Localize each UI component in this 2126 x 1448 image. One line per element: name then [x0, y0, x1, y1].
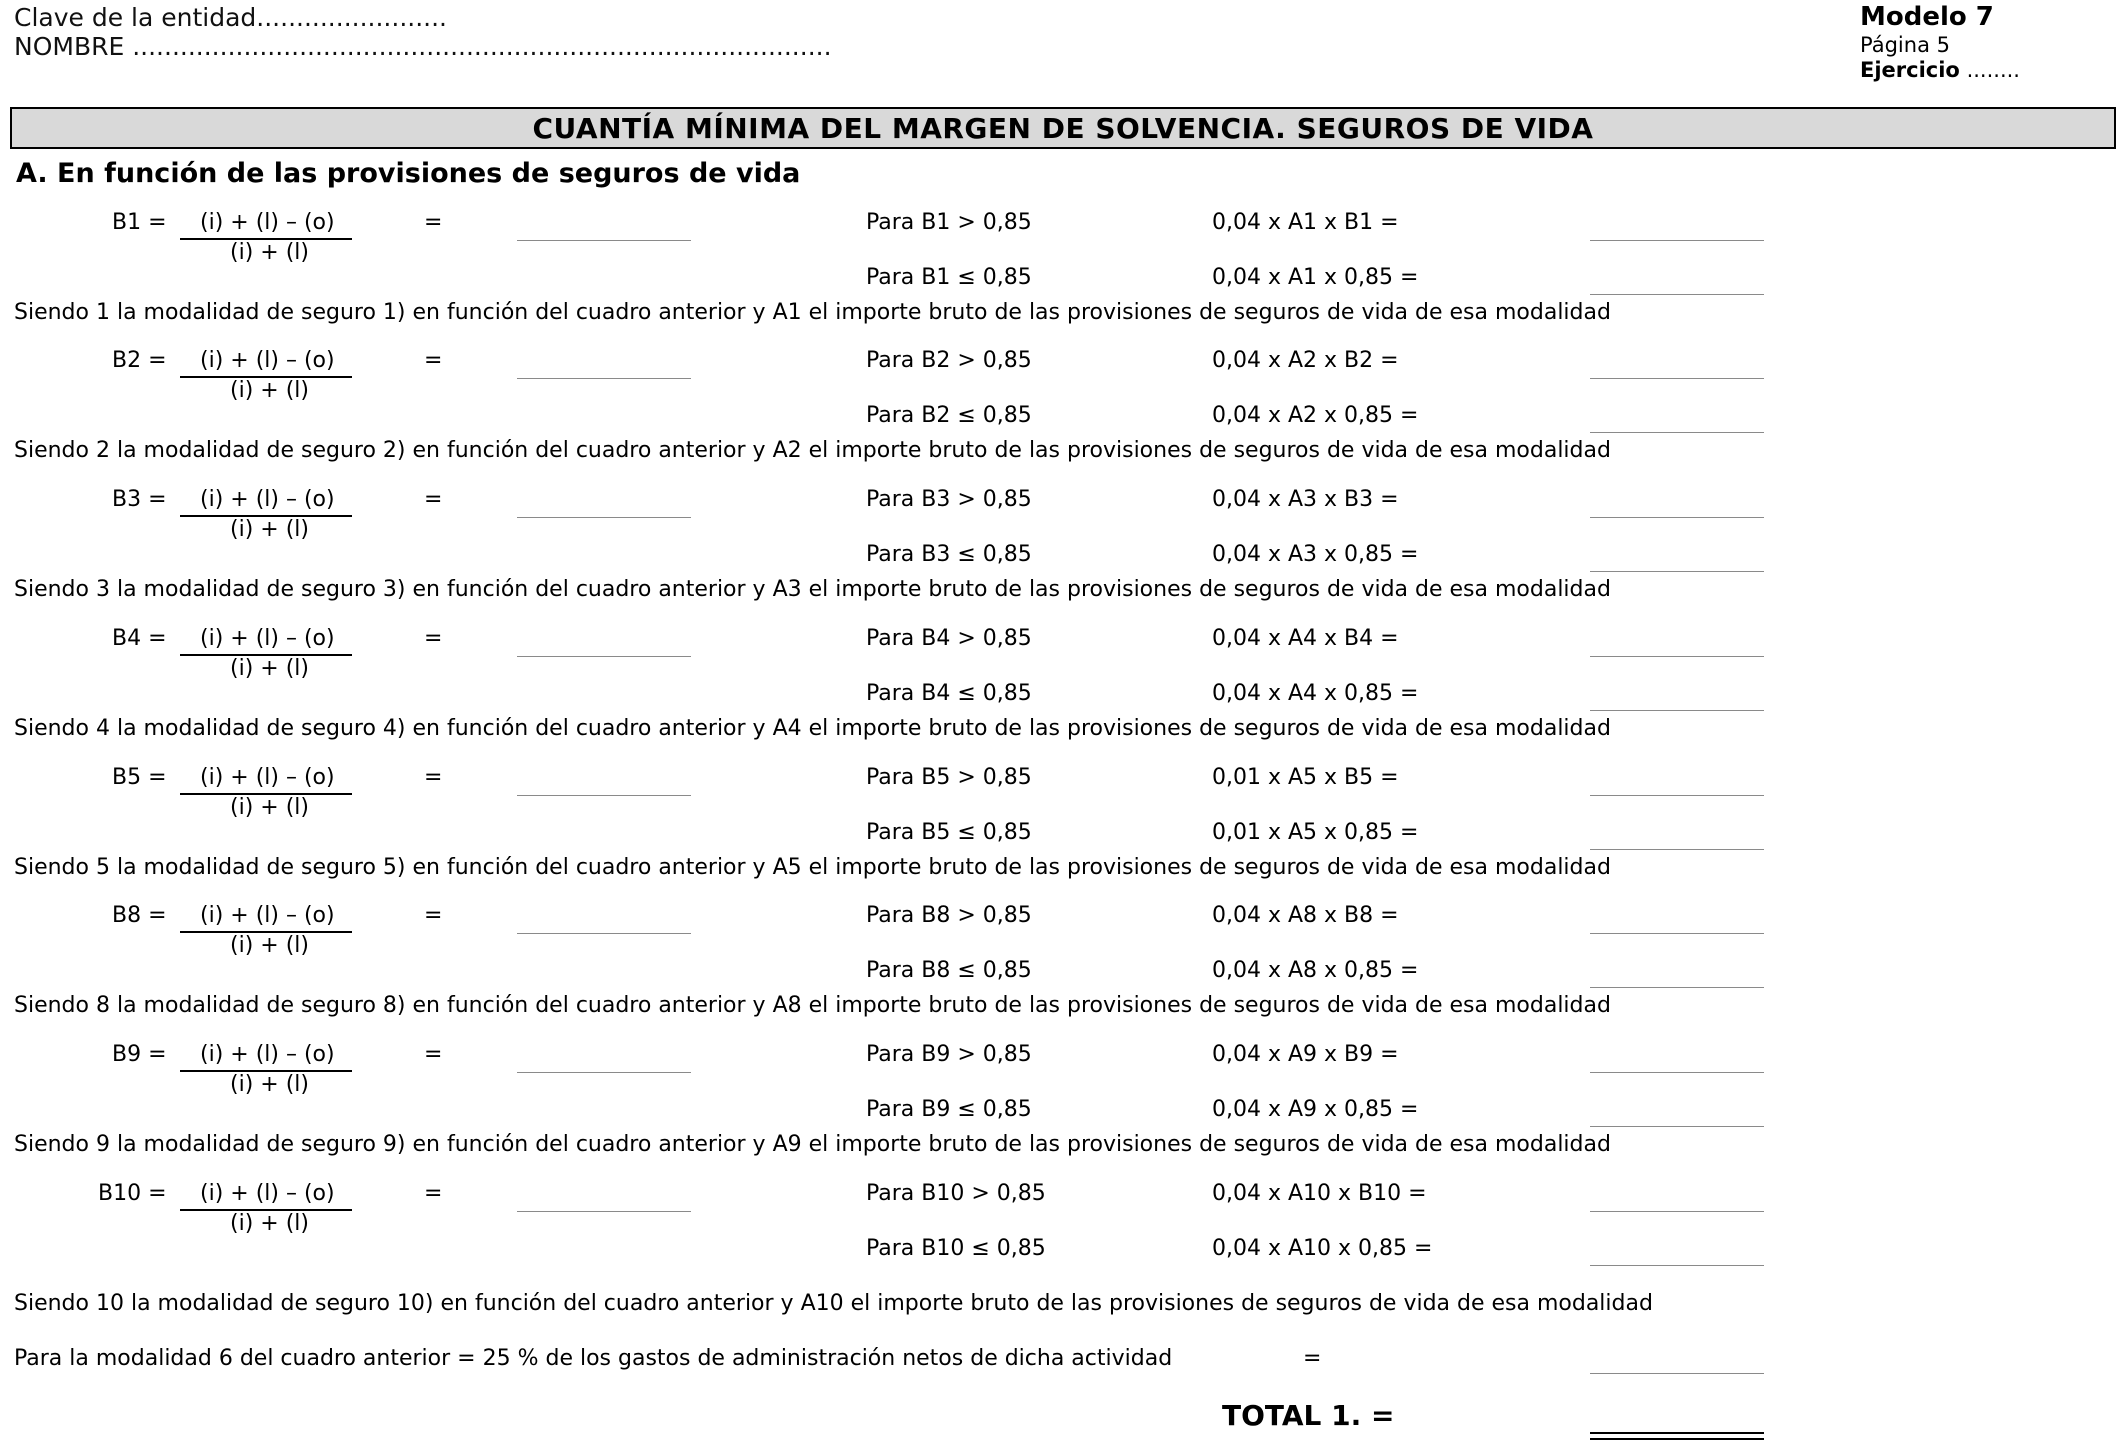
calc-less-equal-input-line[interactable]: [1590, 1265, 1764, 1266]
fiscal-year-field[interactable]: [1860, 60, 2020, 81]
calc-greater: 0,04 x A1 x B1 =: [1212, 210, 1399, 235]
condition-less-equal: Para B8 ≤ 0,85: [866, 958, 1032, 983]
equals-sign: =: [424, 487, 443, 512]
b-label: B8 =: [112, 903, 167, 928]
modality-note: Siendo 5 la modalidad de seguro 5) en función del cuadro anterior y A5 el importe bruto de las provisiones de seguros de vida de esa modalidad: [14, 855, 1611, 880]
equals-sign: =: [424, 765, 443, 790]
fraction-numerator: (i) + (l) – (o): [200, 210, 335, 235]
fraction-denominator: (i) + (l): [230, 1072, 309, 1097]
calc-less-equal: 0,04 x A10 x 0,85 =: [1212, 1236, 1433, 1261]
condition-greater: Para B3 > 0,85: [866, 487, 1032, 512]
b-result-line[interactable]: [517, 795, 691, 796]
page-number: Página 5: [1860, 33, 1950, 57]
fraction-numerator: (i) + (l) – (o): [200, 1181, 335, 1206]
calc-less-equal: 0,04 x A3 x 0,85 =: [1212, 542, 1419, 567]
calc-less-equal-input-line[interactable]: [1590, 1126, 1764, 1127]
condition-less-equal: Para B10 ≤ 0,85: [866, 1236, 1046, 1261]
calc-greater-input-line[interactable]: [1590, 933, 1764, 934]
equals-sign: =: [424, 903, 443, 928]
fraction-denominator: (i) + (l): [230, 378, 309, 403]
total-line-1[interactable]: [1590, 1432, 1764, 1434]
calc-greater: 0,04 x A10 x B10 =: [1212, 1181, 1427, 1206]
calc-less-equal-input-line[interactable]: [1590, 987, 1764, 988]
condition-less-equal: Para B2 ≤ 0,85: [866, 403, 1032, 428]
b-label: B1 =: [112, 210, 167, 235]
calc-less-equal: 0,04 x A1 x 0,85 =: [1212, 265, 1419, 290]
title-bar: [10, 107, 2116, 149]
entity-key-label: Clave de la entidad........................: [14, 3, 448, 32]
calc-greater: 0,01 x A5 x B5 =: [1212, 765, 1399, 790]
modalidad6-text: Para la modalidad 6 del cuadro anterior = 25 % de los gastos de administración netos de dicha actividad: [14, 1346, 1173, 1371]
total-label: TOTAL 1. =: [1222, 1399, 1395, 1432]
modalidad6-input-line[interactable]: [1590, 1373, 1764, 1374]
condition-greater: Para B2 > 0,85: [866, 348, 1032, 373]
modality-note: Siendo 8 la modalidad de seguro 8) en función del cuadro anterior y A8 el importe bruto de las provisiones de seguros de vida de esa modalidad: [14, 993, 1611, 1018]
modality-note: Siendo 1 la modalidad de seguro 1) en función del cuadro anterior y A1 el importe bruto de las provisiones de seguros de vida de esa modalidad: [14, 300, 1611, 325]
condition-less-equal: Para B4 ≤ 0,85: [866, 681, 1032, 706]
section-a-heading: A. En función de las provisiones de seguros de vida: [16, 158, 801, 189]
b-result-line[interactable]: [517, 656, 691, 657]
equals-sign: =: [424, 626, 443, 651]
calc-less-equal-input-line[interactable]: [1590, 294, 1764, 295]
b-label: B4 =: [112, 626, 167, 651]
condition-greater: Para B1 > 0,85: [866, 210, 1032, 235]
fraction-denominator: (i) + (l): [230, 240, 309, 265]
calc-greater: 0,04 x A8 x B8 =: [1212, 903, 1399, 928]
condition-less-equal: Para B3 ≤ 0,85: [866, 542, 1032, 567]
b-result-line[interactable]: [517, 378, 691, 379]
fraction-numerator: (i) + (l) – (o): [200, 626, 335, 651]
fraction-numerator: (i) + (l) – (o): [200, 903, 335, 928]
condition-greater: Para B8 > 0,85: [866, 903, 1032, 928]
equals-sign: =: [424, 210, 443, 235]
b-result-line[interactable]: [517, 933, 691, 934]
calc-less-equal: 0,01 x A5 x 0,85 =: [1212, 820, 1419, 845]
fraction-numerator: (i) + (l) – (o): [200, 348, 335, 373]
calc-greater-input-line[interactable]: [1590, 656, 1764, 657]
modality-note: Siendo 3 la modalidad de seguro 3) en función del cuadro anterior y A3 el importe bruto de las provisiones de seguros de vida de esa modalidad: [14, 577, 1611, 602]
total-line-2: [1590, 1438, 1764, 1440]
b-label: B10 =: [98, 1181, 167, 1206]
condition-greater: Para B9 > 0,85: [866, 1042, 1032, 1067]
calc-less-equal-input-line[interactable]: [1590, 710, 1764, 711]
fraction-denominator: (i) + (l): [230, 517, 309, 542]
equals-sign: =: [424, 1042, 443, 1067]
entity-name-label: NOMBRE ........................................................................................: [14, 32, 832, 61]
calc-greater-input-line[interactable]: [1590, 378, 1764, 379]
b-label: B5 =: [112, 765, 167, 790]
calc-greater-input-line[interactable]: [1590, 240, 1764, 241]
fraction-numerator: (i) + (l) – (o): [200, 765, 335, 790]
modality-note: Siendo 2 la modalidad de seguro 2) en función del cuadro anterior y A2 el importe bruto de las provisiones de seguros de vida de esa modalidad: [14, 438, 1611, 463]
b-label: B3 =: [112, 487, 167, 512]
b-result-line[interactable]: [517, 240, 691, 241]
calc-less-equal: 0,04 x A9 x 0,85 =: [1212, 1097, 1419, 1122]
fraction-denominator: (i) + (l): [230, 795, 309, 820]
fiscal-year-label: Ejercicio: [1860, 58, 1960, 82]
calc-greater: 0,04 x A9 x B9 =: [1212, 1042, 1399, 1067]
modality-note: Siendo 9 la modalidad de seguro 9) en función del cuadro anterior y A9 el importe bruto de las provisiones de seguros de vida de esa modalidad: [14, 1132, 1611, 1157]
fraction-denominator: (i) + (l): [230, 1211, 309, 1236]
modality-note: Siendo 10 la modalidad de seguro 10) en función del cuadro anterior y A10 el importe bruto de las provisiones de seguros de vida de esa modalidad: [14, 1291, 1653, 1316]
b-label: B2 =: [112, 348, 167, 373]
calc-greater: 0,04 x A3 x B3 =: [1212, 487, 1399, 512]
modality-note: Siendo 4 la modalidad de seguro 4) en función del cuadro anterior y A4 el importe bruto de las provisiones de seguros de vida de esa modalidad: [14, 716, 1611, 741]
calc-greater-input-line[interactable]: [1590, 795, 1764, 796]
model-label: Modelo 7: [1860, 2, 1994, 32]
fraction-numerator: (i) + (l) – (o): [200, 1042, 335, 1067]
b-label: B9 =: [112, 1042, 167, 1067]
calc-greater-input-line[interactable]: [1590, 517, 1764, 518]
condition-less-equal: Para B1 ≤ 0,85: [866, 265, 1032, 290]
calc-less-equal: 0,04 x A4 x 0,85 =: [1212, 681, 1419, 706]
condition-greater: Para B10 > 0,85: [866, 1181, 1046, 1206]
modalidad6-equals: =: [1303, 1346, 1322, 1371]
calc-less-equal-input-line[interactable]: [1590, 849, 1764, 850]
b-result-line[interactable]: [517, 1211, 691, 1212]
calc-greater-input-line[interactable]: [1590, 1072, 1764, 1073]
fraction-numerator: (i) + (l) – (o): [200, 487, 335, 512]
calc-greater: 0,04 x A2 x B2 =: [1212, 348, 1399, 373]
b-result-line[interactable]: [517, 517, 691, 518]
calc-less-equal-input-line[interactable]: [1590, 432, 1764, 433]
condition-less-equal: Para B9 ≤ 0,85: [866, 1097, 1032, 1122]
calc-greater: 0,04 x A4 x B4 =: [1212, 626, 1399, 651]
condition-greater: Para B4 > 0,85: [866, 626, 1032, 651]
calc-greater-input-line[interactable]: [1590, 1211, 1764, 1212]
condition-greater: Para B5 > 0,85: [866, 765, 1032, 790]
fiscal-year-dots: ........: [1966, 58, 2020, 82]
condition-less-equal: Para B5 ≤ 0,85: [866, 820, 1032, 845]
calc-less-equal: 0,04 x A2 x 0,85 =: [1212, 403, 1419, 428]
fraction-denominator: (i) + (l): [230, 656, 309, 681]
fraction-denominator: (i) + (l): [230, 933, 309, 958]
b-result-line[interactable]: [517, 1072, 691, 1073]
calc-less-equal: 0,04 x A8 x 0,85 =: [1212, 958, 1419, 983]
page-title: CUANTÍA MÍNIMA DEL MARGEN DE SOLVENCIA. SEGUROS DE VIDA: [532, 111, 1594, 145]
calc-less-equal-input-line[interactable]: [1590, 571, 1764, 572]
equals-sign: =: [424, 348, 443, 373]
equals-sign: =: [424, 1181, 443, 1206]
